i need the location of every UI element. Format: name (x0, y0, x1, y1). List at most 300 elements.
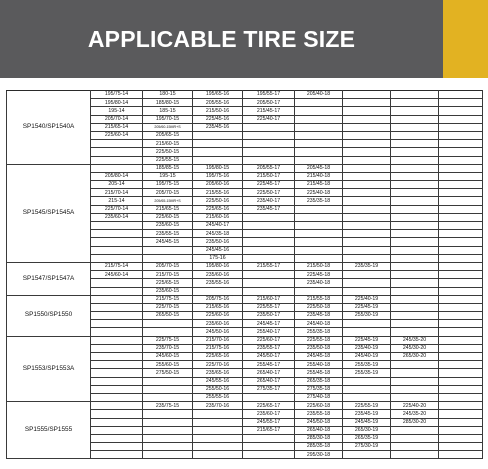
tire-size-cell: 225/45-17 (243, 181, 295, 189)
tire-size-cell (439, 353, 483, 361)
tire-size-cell: 205/50-17 (243, 99, 295, 107)
tire-size-cell (343, 189, 391, 197)
tire-size-cell: 215/65-16 (193, 303, 243, 311)
tire-size-cell: 265/30-19 (343, 426, 391, 434)
table-row (7, 402, 483, 410)
tire-size-cell: 225/55-15 (143, 156, 193, 164)
tire-size-cell: 285/35-18 (295, 443, 343, 451)
tire-size-cell (91, 230, 143, 238)
table-row (7, 262, 483, 270)
tire-size-cell (391, 312, 439, 320)
tire-size-cell (391, 320, 439, 328)
tire-size-cell (391, 99, 439, 107)
tire-size-cell: 255/60-15 (143, 361, 193, 369)
tire-size-cell (343, 107, 391, 115)
tire-size-cell: 235/55-18 (295, 410, 343, 418)
tire-size-cell (439, 156, 483, 164)
table-row (7, 164, 483, 172)
tire-size-cell (243, 254, 295, 262)
tire-size-cell (439, 393, 483, 401)
tire-size-cell (391, 426, 439, 434)
tire-size-cell: 195-15 (143, 172, 193, 180)
tire-size-cell (391, 115, 439, 123)
tire-size-cell: 225/65-15 (143, 279, 193, 287)
tire-size-cell: 195/55-17 (243, 91, 295, 99)
tire-size-cell (243, 443, 295, 451)
tire-size-cell (439, 328, 483, 336)
tire-size-cell (391, 205, 439, 213)
tire-size-cell (439, 336, 483, 344)
tire-size-cell (91, 369, 143, 377)
tire-size-cell: 205/55-16 (193, 99, 243, 107)
tire-size-cell (143, 385, 193, 393)
tire-size-cell (193, 156, 243, 164)
tire-size-cell: 195/70-15 (143, 115, 193, 123)
tire-size-cell: 225/75-15 (143, 336, 193, 344)
tire-size-cell (343, 246, 391, 254)
tire-size-cell: 215/50-16 (193, 107, 243, 115)
tire-size-cell: 195/80-16 (193, 262, 243, 270)
model-name-cell: SP1547/SP1547A (7, 262, 91, 295)
tire-size-cell: 235/70-15 (143, 344, 193, 352)
tire-size-cell (295, 107, 343, 115)
tire-size-cell: 265/35-19 (343, 434, 391, 442)
tire-size-cell (439, 287, 483, 295)
table-row (7, 91, 483, 99)
tire-size-cell (439, 164, 483, 172)
tire-size-cell (439, 385, 483, 393)
tire-size-cell: 205/60-15MR+S (143, 123, 193, 131)
tire-size-cell (91, 353, 143, 361)
tire-size-cell (391, 434, 439, 442)
tire-size-cell (295, 287, 343, 295)
tire-size-cell: 215/75-14 (91, 262, 143, 270)
page-header (0, 0, 488, 78)
tire-size-cell (91, 344, 143, 352)
tire-size-cell: 235/50-17 (243, 312, 295, 320)
tire-size-cell: 275/30-19 (343, 443, 391, 451)
tire-size-cell: 235/50-18 (295, 344, 343, 352)
tire-size-cell: 215/75-15 (143, 295, 193, 303)
tire-size-cell (439, 377, 483, 385)
tire-size-cell (143, 410, 193, 418)
tire-size-cell: 205/45-18 (295, 164, 343, 172)
tire-size-cell (91, 377, 143, 385)
tire-size-cell: 215/50-18 (295, 262, 343, 270)
tire-size-cell: 245/55-16 (193, 377, 243, 385)
tire-size-cell (193, 418, 243, 426)
tire-size-cell (91, 361, 143, 369)
tire-size-cell (343, 320, 391, 328)
tire-size-cell: 225/40-18 (295, 189, 343, 197)
tire-size-cell (243, 393, 295, 401)
tire-size-cell (243, 434, 295, 442)
tire-size-cell: 195-14 (91, 107, 143, 115)
tire-size-cell (343, 271, 391, 279)
model-name-cell: SP1550/SP1550 (7, 295, 91, 336)
tire-size-cell: 245/35-18 (193, 230, 243, 238)
tire-size-cell (295, 99, 343, 107)
tire-size-cell (391, 377, 439, 385)
tire-size-cell (91, 254, 143, 262)
tire-size-cell (343, 287, 391, 295)
tire-size-cell (391, 254, 439, 262)
tire-size-cell: 235/45-17 (243, 205, 295, 213)
tire-size-cell: 225/70-14 (91, 205, 143, 213)
tire-size-cell: 255/40-18 (295, 361, 343, 369)
model-name-cell: SP1555/SP1555 (7, 402, 91, 459)
tire-size-cell (343, 385, 391, 393)
tire-size-cell: 235/60-15 (143, 222, 193, 230)
tire-size-cell (193, 443, 243, 451)
tire-size-cell (343, 238, 391, 246)
tire-size-cell: 205-14 (91, 181, 143, 189)
tire-size-cell (91, 443, 143, 451)
tire-size-cell (439, 172, 483, 180)
tire-size-cell (295, 230, 343, 238)
tire-size-cell (439, 320, 483, 328)
tire-size-cell (343, 148, 391, 156)
tire-size-cell (91, 246, 143, 254)
tire-size-cell: 205/70-15 (143, 189, 193, 197)
tire-size-cell: 215/60-17 (243, 295, 295, 303)
tire-size-cell (91, 451, 143, 459)
tire-size-cell (193, 426, 243, 434)
tire-size-cell: 195/75-15 (143, 181, 193, 189)
tire-size-cell: 245/50-17 (243, 353, 295, 361)
tire-size-cell: 265/40-17 (243, 377, 295, 385)
tire-size-cell: 235/75-15 (143, 402, 193, 410)
tire-size-cell (143, 426, 193, 434)
tire-size-cell: 245/40-19 (343, 353, 391, 361)
tire-size-cell: 295/30-18 (295, 451, 343, 459)
tire-size-cell (91, 410, 143, 418)
tire-size-cell (391, 230, 439, 238)
tire-size-cell: 225/45-18 (295, 271, 343, 279)
tire-size-cell (295, 131, 343, 139)
tire-size-cell (193, 131, 243, 139)
tire-size-cell (343, 156, 391, 164)
tire-size-cell: 205/65-15MR+S (143, 197, 193, 205)
tire-size-cell (91, 156, 143, 164)
tire-size-cell (343, 123, 391, 131)
tire-size-cell (439, 312, 483, 320)
tire-size-cell (391, 246, 439, 254)
tire-size-table (6, 90, 483, 459)
tire-size-cell: 255/45-18 (295, 369, 343, 377)
tire-size-cell (439, 451, 483, 459)
tire-size-cell: 245/45-17 (243, 320, 295, 328)
tire-size-cell: 215/40-18 (295, 172, 343, 180)
tire-size-cell: 265/35-18 (295, 377, 343, 385)
tire-size-cell (343, 164, 391, 172)
tire-size-cell (295, 205, 343, 213)
tire-size-cell (343, 181, 391, 189)
tire-size-cell: 235/60-16 (193, 320, 243, 328)
tire-size-cell (143, 320, 193, 328)
tire-size-cell: 195/75-16 (193, 172, 243, 180)
tire-size-cell (391, 361, 439, 369)
tire-size-cell: 275/35-17 (243, 385, 295, 393)
tire-size-cell (343, 222, 391, 230)
tire-size-cell: 245/55-17 (243, 418, 295, 426)
tire-size-cell (295, 246, 343, 254)
tire-size-cell: 205/60-16 (193, 181, 243, 189)
tire-size-cell: 195/80-15 (193, 164, 243, 172)
tire-size-cell: 225/55-17 (243, 303, 295, 311)
tire-size-cell: 245/40-17 (193, 222, 243, 230)
tire-size-cell (439, 410, 483, 418)
tire-size-cell (143, 418, 193, 426)
tire-size-cell: 235/60-14 (91, 213, 143, 221)
tire-size-cell (391, 140, 439, 148)
tire-size-cell (439, 189, 483, 197)
tire-size-cell (391, 369, 439, 377)
tire-size-cell: 225/45-19 (343, 336, 391, 344)
tire-size-cell (243, 222, 295, 230)
tire-size-cell (391, 279, 439, 287)
tire-size-cell (439, 246, 483, 254)
tire-size-cell (439, 91, 483, 99)
tire-size-cell (343, 328, 391, 336)
tire-size-cell (91, 164, 143, 172)
tire-size-cell: 215/50-17 (243, 172, 295, 180)
tire-size-cell (343, 91, 391, 99)
tire-size-cell (391, 222, 439, 230)
tire-size-cell: 225/40-20 (391, 402, 439, 410)
tire-size-cell: 245/45-19 (343, 418, 391, 426)
tire-size-cell (295, 238, 343, 246)
tire-size-cell: 235/45-16 (193, 123, 243, 131)
tire-size-cell: 235/60-15 (143, 287, 193, 295)
tire-size-cell: 215/70-15 (143, 271, 193, 279)
tire-size-cell (193, 287, 243, 295)
tire-size-cell: 225/60-16 (193, 312, 243, 320)
tire-size-cell (243, 230, 295, 238)
tire-size-cell: 275/40-18 (295, 393, 343, 401)
tire-size-cell (193, 148, 243, 156)
tire-size-cell: 235/45-19 (343, 410, 391, 418)
tire-size-cell (243, 287, 295, 295)
tire-size-cell: 255/35-18 (295, 328, 343, 336)
tire-size-cell (243, 123, 295, 131)
tire-size-cell: 205/55-17 (243, 164, 295, 172)
tire-size-cell (91, 434, 143, 442)
tire-size-cell (243, 213, 295, 221)
tire-size-cell: 245/35-20 (391, 410, 439, 418)
tire-size-cell: 235/55-15 (143, 230, 193, 238)
model-name-cell: SP1545/SP1545A (7, 164, 91, 262)
tire-size-cell (343, 230, 391, 238)
tire-size-cell: 225/50-15 (143, 148, 193, 156)
tire-size-cell: 235/60-17 (243, 410, 295, 418)
tire-size-cell (391, 197, 439, 205)
tire-size-cell (295, 222, 343, 230)
tire-size-cell: 225/40-17 (243, 115, 295, 123)
tire-size-cell: 255/30-19 (343, 312, 391, 320)
tire-size-cell (295, 156, 343, 164)
tire-size-cell (439, 402, 483, 410)
tire-size-cell (91, 328, 143, 336)
tire-size-cell (439, 99, 483, 107)
tire-size-cell (143, 377, 193, 385)
tire-size-cell (343, 254, 391, 262)
tire-size-cell: 265/30-20 (391, 353, 439, 361)
tire-size-cell: 185-15 (143, 107, 193, 115)
header-accent-bar (443, 0, 488, 78)
tire-size-cell: 225/70-16 (193, 361, 243, 369)
tire-size-cell: 215/60-15 (143, 140, 193, 148)
tire-size-cell (391, 238, 439, 246)
tire-size-cell (439, 443, 483, 451)
tire-size-cell: 205/65-15 (143, 131, 193, 139)
tire-size-cell (439, 197, 483, 205)
tire-size-cell: 225/60-18 (295, 402, 343, 410)
tire-size-cell: 255/35-19 (343, 361, 391, 369)
tire-size-cell (295, 140, 343, 148)
tire-size-cell: 185/85-15 (143, 164, 193, 172)
tire-size-cell (439, 115, 483, 123)
tire-size-cell: 265/50-15 (143, 312, 193, 320)
tire-size-cell (439, 369, 483, 377)
tire-size-cell (193, 140, 243, 148)
tire-size-cell (439, 213, 483, 221)
tire-size-cell: 175-16 (193, 254, 243, 262)
tire-size-cell: 235/70-16 (193, 402, 243, 410)
tire-size-cell: 245/35-20 (391, 336, 439, 344)
tire-size-cell (391, 303, 439, 311)
tire-size-cell (295, 254, 343, 262)
tire-size-cell (143, 434, 193, 442)
tire-size-cell: 215/60-16 (193, 213, 243, 221)
tire-size-cell (91, 279, 143, 287)
tire-size-table-container (6, 90, 482, 466)
tire-size-cell (391, 91, 439, 99)
tire-size-cell (243, 451, 295, 459)
tire-size-cell: 205/80-14 (91, 172, 143, 180)
tire-size-cell (391, 164, 439, 172)
tire-size-cell: 245/45-15 (143, 238, 193, 246)
tire-size-cell (91, 426, 143, 434)
tire-size-cell (91, 238, 143, 246)
tire-size-cell (391, 148, 439, 156)
tire-size-cell: 235/35-19 (343, 262, 391, 270)
tire-size-cell (91, 295, 143, 303)
tire-size-cell: 225/65-16 (193, 353, 243, 361)
tire-size-cell: 225/45-16 (193, 115, 243, 123)
tire-size-cell (391, 451, 439, 459)
tire-size-cell: 205/40-18 (295, 91, 343, 99)
tire-size-cell (439, 181, 483, 189)
tire-size-cell: 215/65-15 (143, 205, 193, 213)
tire-size-cell (439, 140, 483, 148)
tire-size-cell (391, 181, 439, 189)
tire-size-cell (143, 451, 193, 459)
tire-size-cell (343, 99, 391, 107)
tire-size-cell (391, 295, 439, 303)
tire-size-cell: 235/40-17 (243, 197, 295, 205)
tire-size-cell: 225/70-15 (143, 303, 193, 311)
tire-size-cell (391, 287, 439, 295)
tire-size-cell (343, 115, 391, 123)
tire-size-cell (243, 271, 295, 279)
tire-size-cell: 180-15 (143, 91, 193, 99)
tire-size-cell: 245/45-16 (193, 246, 243, 254)
tire-size-cell (91, 303, 143, 311)
tire-size-cell (343, 205, 391, 213)
tire-size-cell: 255/55-16 (193, 393, 243, 401)
tire-size-cell (91, 312, 143, 320)
tire-size-cell (193, 410, 243, 418)
tire-size-cell: 215/65-14 (91, 123, 143, 131)
tire-size-cell (391, 156, 439, 164)
tire-size-cell (91, 320, 143, 328)
tire-size-cell: 215/45-17 (243, 107, 295, 115)
tire-size-cell (343, 213, 391, 221)
tire-size-cell: 235/60-16 (193, 271, 243, 279)
tire-size-cell: 215/70-16 (193, 336, 243, 344)
tire-size-cell: 215/55-18 (295, 295, 343, 303)
tire-size-cell (343, 377, 391, 385)
tire-size-cell (295, 148, 343, 156)
tire-size-cell: 245/60-15 (143, 353, 193, 361)
tire-size-cell (391, 328, 439, 336)
tire-size-cell (143, 443, 193, 451)
tire-size-cell: 225/50-16 (193, 197, 243, 205)
model-name-cell: SP1540/SP1540A (7, 91, 91, 165)
tire-size-cell: 225/40-19 (343, 295, 391, 303)
tire-size-cell (391, 189, 439, 197)
table-row (7, 336, 483, 344)
tire-size-cell (439, 303, 483, 311)
tire-size-cell (243, 148, 295, 156)
tire-size-cell (391, 385, 439, 393)
tire-size-cell: 235/55-17 (243, 344, 295, 352)
tire-size-cell (243, 246, 295, 254)
tire-size-cell (91, 418, 143, 426)
tire-size-cell: 285/30-20 (391, 418, 439, 426)
tire-size-cell (439, 271, 483, 279)
tire-size-cell (391, 213, 439, 221)
tire-size-cell (391, 262, 439, 270)
tire-size-cell: 195/75-14 (91, 91, 143, 99)
tire-size-cell: 255/40-17 (243, 328, 295, 336)
tire-size-cell: 225/65-16 (193, 205, 243, 213)
tire-size-cell: 225/50-18 (295, 303, 343, 311)
tire-size-cell: 215/55-17 (243, 262, 295, 270)
tire-size-cell: 225/55-18 (295, 336, 343, 344)
tire-size-cell: 235/40-19 (343, 344, 391, 352)
tire-size-cell: 235/40-18 (295, 279, 343, 287)
tire-size-cell (439, 426, 483, 434)
tire-size-cell: 225/45-19 (343, 303, 391, 311)
tire-size-cell (243, 238, 295, 246)
tire-size-cell (193, 434, 243, 442)
tire-size-cell (243, 156, 295, 164)
table-row (7, 295, 483, 303)
tire-size-cell (243, 279, 295, 287)
tire-size-cell: 245/50-16 (193, 328, 243, 336)
tire-size-cell (243, 140, 295, 148)
tire-size-table-body (7, 91, 483, 459)
tire-size-cell (343, 393, 391, 401)
tire-size-cell (343, 131, 391, 139)
tire-size-cell (439, 279, 483, 287)
tire-size-cell: 235/35-18 (295, 197, 343, 205)
tire-size-cell: 245/30-20 (391, 344, 439, 352)
tire-size-cell (439, 262, 483, 270)
tire-size-cell (439, 434, 483, 442)
